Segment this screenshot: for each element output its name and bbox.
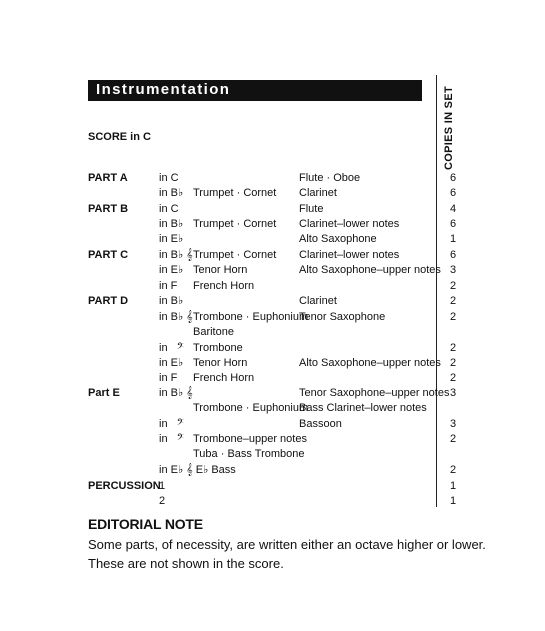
row-4-copies: 1 — [449, 233, 457, 245]
row-19-copies: 2 — [449, 464, 457, 476]
row-6-inst2: Alto Saxophone–upper notes — [299, 264, 441, 276]
row-20-copies: 1 — [449, 480, 457, 492]
row-21-key: 2 — [159, 495, 166, 507]
row-14-inst2: Tenor Saxophone–upper notes — [299, 387, 450, 399]
row-17-inst1: Trombone–upper notes — [193, 433, 307, 445]
row-3-inst2: Clarinet–lower notes — [299, 218, 400, 230]
row-14-key: in B♭ 𝄞 — [159, 387, 193, 399]
row-14-copies: 3 — [449, 387, 457, 399]
row-1-copies: 6 — [449, 187, 457, 199]
score-label: SCORE in C — [88, 131, 151, 143]
row-13-key: in F — [159, 372, 178, 384]
row-0-key: in C — [159, 172, 179, 184]
row-1-key: in B♭ — [159, 187, 184, 199]
row-8-part: PART D — [88, 295, 129, 307]
row-12-inst2: Alto Saxophone–upper notes — [299, 357, 441, 369]
row-16-inst2: Bassoon — [299, 418, 342, 430]
row-2-copies: 4 — [449, 203, 457, 215]
row-12-copies: 2 — [449, 357, 457, 369]
editorial-title: EDITORIAL NOTE — [88, 516, 203, 532]
row-17-copies: 2 — [449, 433, 457, 445]
row-8-inst2: Clarinet — [299, 295, 337, 307]
title: Instrumentation — [96, 81, 231, 98]
row-10-inst1: Baritone — [193, 326, 234, 338]
row-20-key: 1 — [159, 480, 166, 492]
row-7-copies: 2 — [449, 280, 457, 292]
row-20-part: PERCUSSION — [88, 480, 161, 492]
row-14-part: Part E — [88, 387, 120, 399]
row-0-inst2: Flute · Oboe — [299, 172, 361, 184]
row-15-inst2: Bass Clarinet–lower notes — [299, 402, 427, 414]
row-7-key: in F — [159, 280, 178, 292]
column-divider — [436, 75, 437, 507]
row-2-part: PART B — [88, 203, 129, 215]
row-16-copies: 3 — [449, 418, 457, 430]
row-5-copies: 6 — [449, 249, 457, 261]
row-9-inst2: Tenor Saxophone — [299, 311, 386, 323]
row-18-inst1: Tuba · Bass Trombone — [193, 448, 305, 460]
row-5-inst2: Clarinet–lower notes — [299, 249, 400, 261]
row-11-copies: 2 — [449, 342, 457, 354]
title-banner — [88, 80, 422, 101]
row-9-inst1: Trombone · Euphonium — [193, 311, 309, 323]
row-5-inst1: Trumpet · Cornet — [193, 249, 277, 261]
row-11-key: in 𝄢 — [159, 342, 184, 354]
row-5-part: PART C — [88, 249, 129, 261]
row-21-copies: 1 — [449, 495, 457, 507]
row-6-inst1: Tenor Horn — [193, 264, 248, 276]
row-19-key: in E♭ 𝄞 E♭ Bass — [159, 464, 236, 476]
row-5-key: in B♭ 𝄞 — [159, 249, 193, 261]
row-4-inst2: Alto Saxophone — [299, 233, 377, 245]
row-7-inst1: French Horn — [193, 280, 255, 292]
row-9-copies: 2 — [449, 311, 457, 323]
editorial-body: Some parts, of necessity, are written either an octave higher or lower. These are not shown in the score. — [88, 537, 486, 571]
row-6-key: in E♭ — [159, 264, 184, 276]
row-2-key: in C — [159, 203, 179, 215]
row-4-key: in E♭ — [159, 233, 184, 245]
row-3-key: in B♭ — [159, 218, 184, 230]
row-15-inst1: Trombone · Euphonium — [193, 402, 309, 414]
row-1-inst2: Clarinet — [299, 187, 337, 199]
copies-header: COPIES IN SET — [443, 86, 455, 170]
row-8-copies: 2 — [449, 295, 457, 307]
row-12-inst1: Tenor Horn — [193, 357, 248, 369]
row-8-key: in B♭ — [159, 295, 184, 307]
row-12-key: in E♭ — [159, 357, 184, 369]
row-3-copies: 6 — [449, 218, 457, 230]
row-6-copies: 3 — [449, 264, 457, 276]
row-1-inst1: Trumpet · Cornet — [193, 187, 277, 199]
row-13-copies: 2 — [449, 372, 457, 384]
row-0-part: PART A — [88, 172, 128, 184]
row-13-inst1: French Horn — [193, 372, 255, 384]
row-17-key: in 𝄢 — [159, 433, 184, 445]
row-11-inst1: Trombone — [193, 342, 243, 354]
row-3-inst1: Trumpet · Cornet — [193, 218, 277, 230]
row-9-key: in B♭ 𝄞 — [159, 311, 193, 323]
row-0-copies: 6 — [449, 172, 457, 184]
row-16-key: in 𝄢 — [159, 418, 184, 430]
row-2-inst2: Flute — [299, 203, 324, 215]
